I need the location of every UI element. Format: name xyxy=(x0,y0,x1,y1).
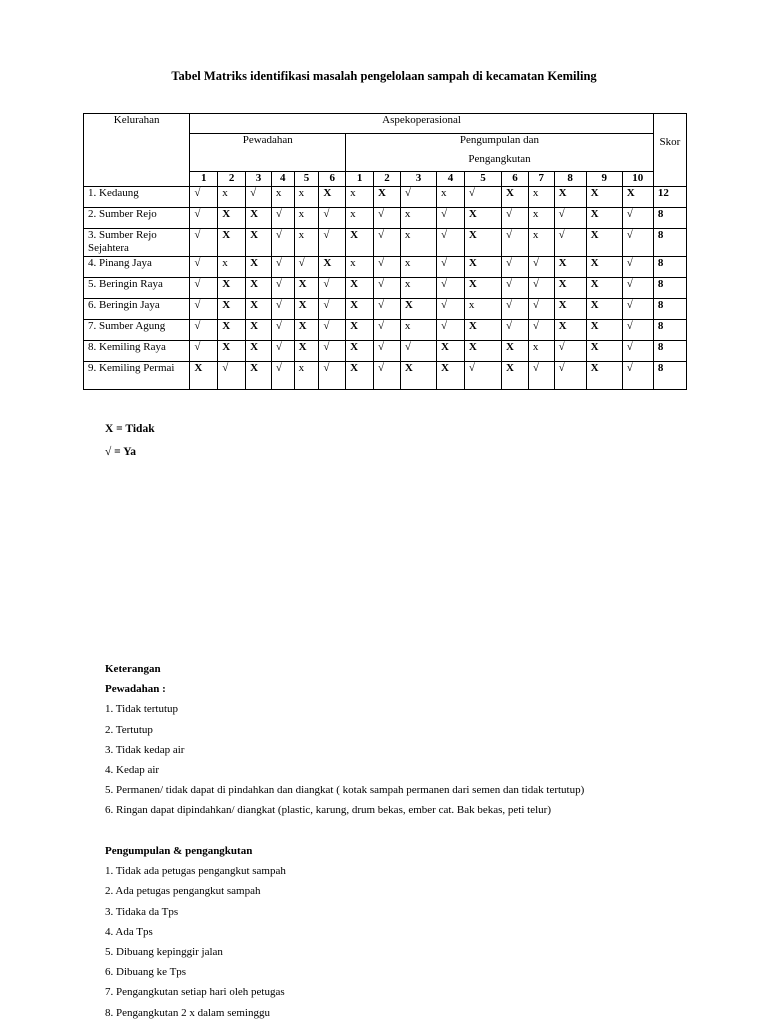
matrix-cell: X xyxy=(622,187,653,208)
matrix-cell: X xyxy=(502,187,529,208)
matrix-cell: X xyxy=(319,257,346,278)
matrix-cell: X xyxy=(586,187,622,208)
pengumpulan-col-num: 8 xyxy=(554,172,586,187)
matrix-cell: X xyxy=(464,320,501,341)
matrix-cell: X xyxy=(346,278,374,299)
pewadahan-col-num: 6 xyxy=(319,172,346,187)
matrix-cell: √ xyxy=(622,320,653,341)
matrix-cell: X xyxy=(586,229,622,257)
matrix-cell: X xyxy=(464,341,501,362)
matrix-cell: X xyxy=(294,299,319,320)
matrix-cell: √ xyxy=(374,278,401,299)
pengumpulan-col-num: 10 xyxy=(622,172,653,187)
matrix-cell: √ xyxy=(374,362,401,390)
matrix-cell: √ xyxy=(437,299,465,320)
matrix-cell: x xyxy=(218,257,246,278)
skor-cell: 8 xyxy=(653,278,686,299)
matrix-cell: X xyxy=(218,229,246,257)
kelurahan-name: 1. Kedaung xyxy=(84,187,190,208)
matrix-cell: √ xyxy=(271,229,294,257)
pewadahan-notes-list xyxy=(105,699,584,820)
matrix-cell: X xyxy=(218,208,246,229)
matrix-cell: X xyxy=(554,257,586,278)
skor-cell: 8 xyxy=(653,299,686,320)
matrix-cell: √ xyxy=(190,208,218,229)
matrix-cell: X xyxy=(464,229,501,257)
matrix-cell: √ xyxy=(437,208,465,229)
matrix-cell: X xyxy=(554,299,586,320)
skor-header-label: Skor xyxy=(659,135,681,148)
matrix-cell: X xyxy=(246,299,272,320)
matrix-cell: √ xyxy=(271,257,294,278)
matrix-cell: X xyxy=(437,362,465,390)
table-row xyxy=(84,257,687,278)
pengumpulan-notes-heading: Pengumpulan & pengangkutan xyxy=(105,845,253,857)
matrix-cell: X xyxy=(319,187,346,208)
matrix-cell: x xyxy=(528,187,554,208)
matrix-cell: √ xyxy=(622,341,653,362)
matrix-cell: √ xyxy=(190,341,218,362)
notes-section xyxy=(105,659,584,821)
table-row xyxy=(84,187,687,208)
pengumpulan-col-num: 6 xyxy=(502,172,529,187)
matrix-cell: √ xyxy=(622,208,653,229)
matrix-cell: √ xyxy=(319,278,346,299)
matrix-cell: √ xyxy=(437,229,465,257)
matrix-cell: X xyxy=(246,208,272,229)
matrix-cell: √ xyxy=(271,208,294,229)
list-item: 2. Ada petugas pengangkut sampah xyxy=(105,885,261,898)
pewadahan-col-num: 2 xyxy=(218,172,246,187)
skor-cell: 8 xyxy=(653,257,686,278)
aspek-header: Aspekoperasional xyxy=(190,114,653,134)
matrix-cell: √ xyxy=(622,278,653,299)
pewadahan-col-num: 3 xyxy=(246,172,272,187)
table-row xyxy=(84,362,687,390)
matrix-cell: √ xyxy=(400,187,436,208)
matrix-cell: √ xyxy=(528,320,554,341)
matrix-cell: X xyxy=(464,278,501,299)
matrix-cell: √ xyxy=(190,229,218,257)
matrix-cell: x xyxy=(400,257,436,278)
matrix-cell: X xyxy=(502,362,529,390)
matrix-cell: √ xyxy=(502,208,529,229)
matrix-cell: √ xyxy=(528,278,554,299)
matrix-cell: X xyxy=(346,299,374,320)
pengumpulan-col-num: 1 xyxy=(346,172,374,187)
matrix-cell: √ xyxy=(554,341,586,362)
kelurahan-name: 9. Kemiling Permai xyxy=(84,362,190,390)
pengumpulan-col-num: 3 xyxy=(400,172,436,187)
matrix-cell: √ xyxy=(218,362,246,390)
pengumpulan-col-num: 4 xyxy=(437,172,465,187)
list-item: 8. Pengangkutan 2 x dalam seminggu xyxy=(105,1006,270,1019)
matrix-cell: x xyxy=(528,229,554,257)
matrix-cell: X xyxy=(400,362,436,390)
matrix-cell: √ xyxy=(502,257,529,278)
matrix-cell: X xyxy=(554,320,586,341)
matrix-cell: X xyxy=(464,208,501,229)
matrix-cell: x xyxy=(400,208,436,229)
list-item: 1. Tidak ada petugas pengangkut sampah xyxy=(105,865,286,878)
table-row xyxy=(84,208,687,229)
pewadahan-header: Pewadahan xyxy=(190,134,346,172)
matrix-cell: X xyxy=(502,341,529,362)
matrix-cell: x xyxy=(346,208,374,229)
matrix-cell: √ xyxy=(271,278,294,299)
kelurahan-name: 6. Beringin Jaya xyxy=(84,299,190,320)
kelurahan-name: 8. Kemiling Raya xyxy=(84,341,190,362)
matrix-cell: X xyxy=(437,341,465,362)
matrix-cell: √ xyxy=(528,362,554,390)
list-item: 7. Pengangkutan setiap hari oleh petugas xyxy=(105,986,285,999)
matrix-cell: √ xyxy=(464,362,501,390)
matrix-cell: √ xyxy=(374,341,401,362)
matrix-cell: x xyxy=(437,187,465,208)
pewadahan-col-num: 5 xyxy=(294,172,319,187)
table-title: Tabel Matriks identifikasi masalah pengelolaan sampah di kecamatan Kemiling xyxy=(171,69,597,83)
matrix-cell: X xyxy=(246,320,272,341)
matrix-cell: √ xyxy=(190,299,218,320)
matrix-cell: X xyxy=(294,278,319,299)
matrix-cell: X xyxy=(294,341,319,362)
matrix-cell: X xyxy=(346,341,374,362)
matrix-cell: √ xyxy=(319,299,346,320)
matrix-cell: x xyxy=(464,299,501,320)
identification-matrix-table xyxy=(83,113,687,390)
skor-cell: 12 xyxy=(653,187,686,208)
matrix-cell: √ xyxy=(271,341,294,362)
matrix-cell: √ xyxy=(374,299,401,320)
matrix-cell: x xyxy=(271,187,294,208)
pengumpulan-notes-section xyxy=(105,841,286,1023)
matrix-cell: x xyxy=(400,278,436,299)
pengumpulan-col-num: 7 xyxy=(528,172,554,187)
matrix-cell: X xyxy=(586,208,622,229)
pengumpulan-col-num: 9 xyxy=(586,172,622,187)
skor-cell: 8 xyxy=(653,362,686,390)
matrix-cell: √ xyxy=(190,278,218,299)
matrix-cell: √ xyxy=(319,320,346,341)
pengumpulan-col-num: 2 xyxy=(374,172,401,187)
matrix-cell: √ xyxy=(622,257,653,278)
table-row xyxy=(84,278,687,299)
matrix-cell: √ xyxy=(319,208,346,229)
matrix-cell: X xyxy=(346,229,374,257)
table-row xyxy=(84,320,687,341)
matrix-cell: √ xyxy=(437,320,465,341)
matrix-cell: √ xyxy=(319,362,346,390)
matrix-cell: X xyxy=(190,362,218,390)
list-item: 6. Ringan dapat dipindahkan/ diangkat (plastic, karung, drum bekas, ember cat. Bak bekas, peti telur) xyxy=(105,804,551,817)
matrix-cell: x xyxy=(294,229,319,257)
table-row xyxy=(84,299,687,320)
matrix-cell: √ xyxy=(271,362,294,390)
matrix-cell: X xyxy=(586,278,622,299)
list-item: 5. Dibuang kepinggir jalan xyxy=(105,946,223,959)
matrix-cell: √ xyxy=(502,229,529,257)
skor-cell: 8 xyxy=(653,229,686,257)
list-item: 5. Permanen/ tidak dapat di pindahkan dan diangkat ( kotak sampah permanen dari semen dan tidak tertutup) xyxy=(105,784,585,797)
matrix-cell: X xyxy=(218,320,246,341)
matrix-cell: √ xyxy=(374,208,401,229)
matrix-cell: √ xyxy=(246,187,272,208)
matrix-cell: X xyxy=(586,341,622,362)
matrix-cell: X xyxy=(218,278,246,299)
matrix-cell: X xyxy=(586,299,622,320)
matrix-cell: x xyxy=(400,229,436,257)
matrix-cell: √ xyxy=(190,187,218,208)
matrix-cell: X xyxy=(464,257,501,278)
matrix-cell: √ xyxy=(271,320,294,341)
matrix-cell: √ xyxy=(502,299,529,320)
kelurahan-name: 3. Sumber Rejo Sejahtera xyxy=(84,229,190,257)
matrix-cell: √ xyxy=(528,299,554,320)
matrix-cell: √ xyxy=(464,187,501,208)
list-item: 4. Kedap air xyxy=(105,764,160,777)
matrix-cell: x xyxy=(218,187,246,208)
skor-header xyxy=(653,114,686,187)
matrix-cell: x xyxy=(528,341,554,362)
matrix-cell: X xyxy=(586,320,622,341)
matrix-cell: x xyxy=(294,208,319,229)
pewadahan-col-num: 4 xyxy=(271,172,294,187)
kelurahan-header: Kelurahan xyxy=(84,114,190,187)
matrix-cell: √ xyxy=(294,257,319,278)
matrix-cell: √ xyxy=(374,229,401,257)
list-item: 1. Tidak tertutup xyxy=(105,703,179,716)
matrix-cell: √ xyxy=(554,229,586,257)
matrix-cell: x xyxy=(294,187,319,208)
matrix-cell: √ xyxy=(400,341,436,362)
matrix-cell: X xyxy=(246,278,272,299)
matrix-cell: X xyxy=(554,187,586,208)
matrix-cell: √ xyxy=(554,208,586,229)
matrix-cell: X xyxy=(374,187,401,208)
matrix-cell: X xyxy=(586,362,622,390)
pengumpulan-col-num: 5 xyxy=(464,172,501,187)
matrix-cell: X xyxy=(586,257,622,278)
legend-x: X = Tidak xyxy=(105,423,155,435)
kelurahan-name: 4. Pinang Jaya xyxy=(84,257,190,278)
pengumpulan-notes-list xyxy=(105,861,286,1023)
skor-cell: 8 xyxy=(653,320,686,341)
matrix-cell: x xyxy=(346,257,374,278)
matrix-cell: X xyxy=(246,341,272,362)
list-item: 6. Dibuang ke Tps xyxy=(105,966,187,979)
matrix-cell: X xyxy=(346,320,374,341)
matrix-cell: X xyxy=(246,257,272,278)
matrix-cell: X xyxy=(218,341,246,362)
matrix-cell: x xyxy=(346,187,374,208)
skor-cell: 8 xyxy=(653,208,686,229)
matrix-cell: √ xyxy=(374,257,401,278)
matrix-cell: √ xyxy=(190,320,218,341)
pewadahan-col-num: 1 xyxy=(190,172,218,187)
matrix-cell: x xyxy=(294,362,319,390)
notes-heading: Keterangan xyxy=(105,663,161,675)
matrix-cell: √ xyxy=(622,299,653,320)
matrix-cell: X xyxy=(246,229,272,257)
matrix-cell: √ xyxy=(622,229,653,257)
matrix-cell: X xyxy=(400,299,436,320)
matrix-cell: √ xyxy=(554,362,586,390)
matrix-cell: √ xyxy=(319,229,346,257)
matrix-cell: x xyxy=(528,208,554,229)
list-item: 4. Ada Tps xyxy=(105,925,153,938)
matrix-cell: √ xyxy=(437,257,465,278)
matrix-cell: √ xyxy=(190,257,218,278)
kelurahan-name: 2. Sumber Rejo xyxy=(84,208,190,229)
matrix-cell: √ xyxy=(622,362,653,390)
pengumpulan-header-line2: Pengangkutan xyxy=(346,153,654,172)
matrix-cell: √ xyxy=(502,320,529,341)
table-row xyxy=(84,229,687,257)
legend-check: √ = Ya xyxy=(105,446,136,458)
list-item: 3. Tidak kedap air xyxy=(105,743,185,756)
matrix-cell: x xyxy=(400,320,436,341)
matrix-cell: X xyxy=(554,278,586,299)
list-item: 2. Tertutup xyxy=(105,723,153,736)
matrix-cell: X xyxy=(246,362,272,390)
matrix-cell: √ xyxy=(437,278,465,299)
table-row xyxy=(84,341,687,362)
matrix-cell: √ xyxy=(528,257,554,278)
list-item: 3. Tidaka da Tps xyxy=(105,905,179,918)
kelurahan-name: 7. Sumber Agung xyxy=(84,320,190,341)
matrix-cell: X xyxy=(218,299,246,320)
pengumpulan-header-line1: Pengumpulan dan xyxy=(346,134,654,153)
skor-cell: 8 xyxy=(653,341,686,362)
pewadahan-notes-heading: Pewadahan : xyxy=(105,683,166,696)
matrix-cell: X xyxy=(294,320,319,341)
matrix-cell: √ xyxy=(319,341,346,362)
matrix-cell: √ xyxy=(271,299,294,320)
matrix-cell: X xyxy=(346,362,374,390)
kelurahan-name: 5. Beringin Raya xyxy=(84,278,190,299)
matrix-cell: √ xyxy=(502,278,529,299)
matrix-cell: √ xyxy=(374,320,401,341)
